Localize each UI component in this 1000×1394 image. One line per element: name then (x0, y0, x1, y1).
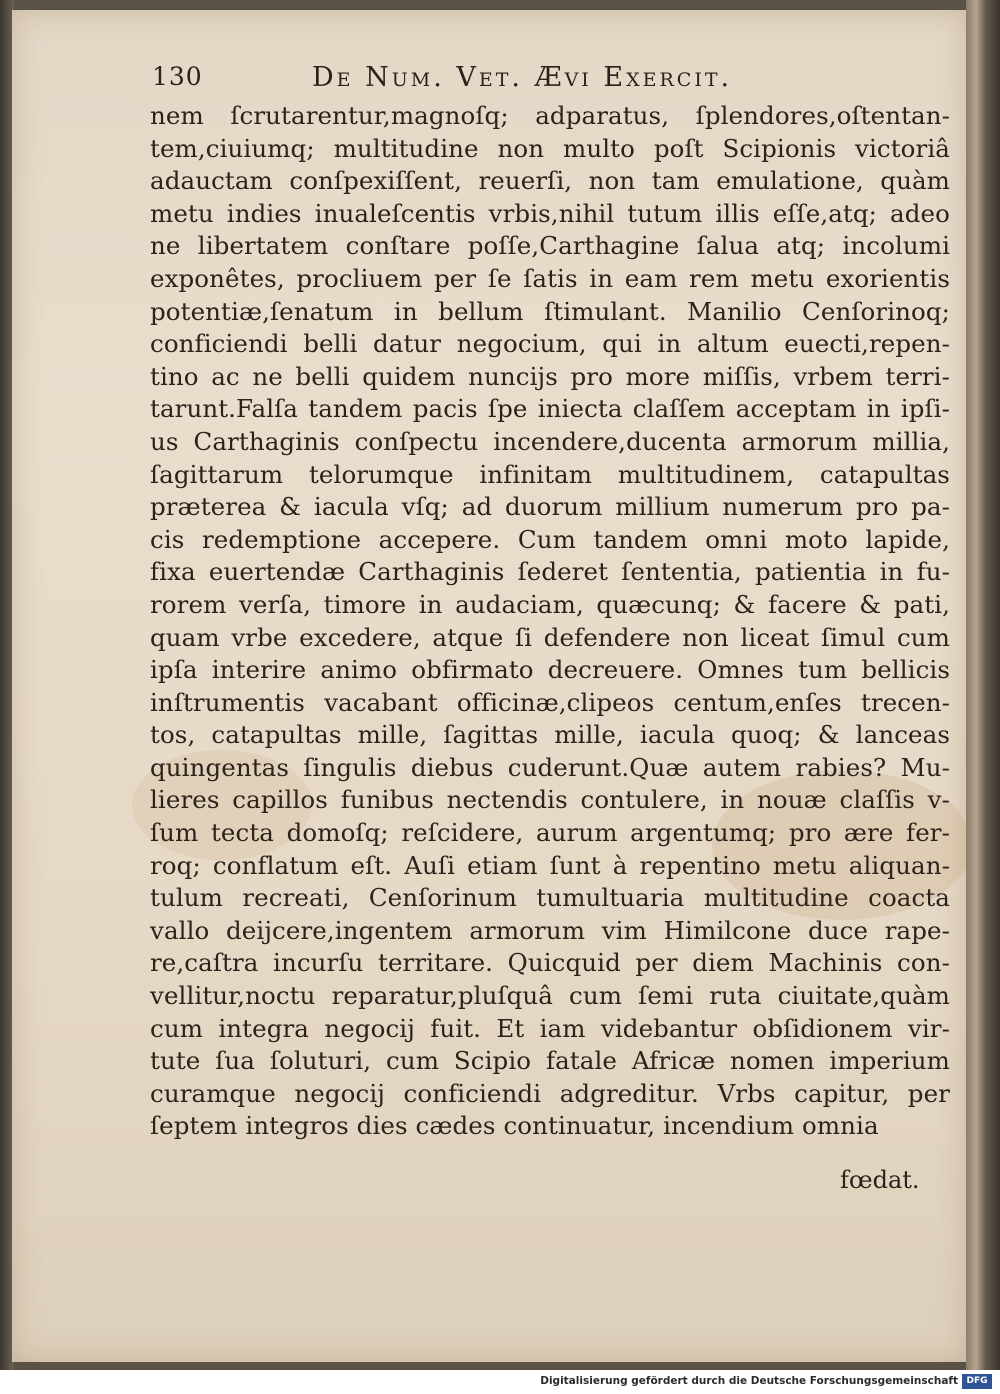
text-line: lieres capillos funibus nectendis contulere, in nouæ claſſis v- (150, 785, 950, 815)
text-line: quingentas ſingulis diebus cuderunt.Quæ autem rabies? Mu- (150, 752, 950, 782)
dfg-logo: DFG (962, 1374, 992, 1389)
text-line: adauctam conſpexiſſent, reuerſi, non tam emulatione, quàm (150, 166, 950, 196)
text-line: conficiendi belli datur negocium, qui in altum euecti,repen- (150, 329, 950, 359)
text-line: exponêtes, procliuem per ſe ſatis in eam rem metu exorientis (150, 263, 950, 293)
footer-bar (0, 1370, 1000, 1394)
text-line: potentiæ,ſenatum in bellum ſtimulant. Manilio Cenſorinoq; (150, 296, 950, 326)
text-line: vallo deijcere,ingentem armorum vim Himilcone duce rape- (150, 915, 950, 945)
page-number: 130 (152, 62, 203, 91)
text-line: tulum recreati, Cenſorinum tumultuaria multitudine coacta (150, 883, 950, 913)
text-line: inſtrumentis vacabant officinæ,clipeos centum,enſes trecen- (150, 687, 950, 717)
body-text (150, 100, 950, 1143)
text-line: ſum tecta domoſq; reſcidere, aurum argentumq; pro ære fer- (150, 818, 950, 848)
text-line: fixa euertendæ Carthaginis ſederet ſententia, patientia in fu- (150, 557, 950, 587)
text-line: re,caſtra incurſu territare. Quicquid per diem Machinis con- (150, 948, 950, 978)
page-header (152, 62, 952, 102)
running-head: De Num. Vet. Ævi Exercit. (312, 62, 733, 93)
text-line: cis redemptione accepere. Cum tandem omni moto lapide, (150, 524, 950, 554)
text-line: tarunt.Falſa tandem pacis ſpe iniecta claſſem acceptam in ipſi- (150, 394, 950, 424)
text-line: tos, catapultas mille, ſagittas mille, iacula quoq; & lanceas (150, 720, 950, 750)
catchword: fœdat. (840, 1166, 920, 1194)
text-line: cum integra negocij fuit. Et iam videbantur obſidionem vir- (150, 1013, 950, 1043)
text-line: vellitur,noctu reparatur,pluſquâ cum ſemi ruta ciuitate,quàm (150, 981, 950, 1011)
text-line: ne libertatem conſtare poſſe,Carthagine ſalua atq; incolumi (150, 231, 950, 261)
text-line: tem,ciuiumq; multitudine non multo poſt Scipionis victoriâ (150, 133, 950, 163)
text-line: quam vrbe excedere, atque ſi defendere non liceat ſimul cum (150, 622, 950, 652)
text-line: curamque negocij conficiendi adgreditur. Vrbs capitur, per (150, 1078, 950, 1108)
text-line: tino ac ne belli quidem nuncijs pro more miſſis, vrbem terri- (150, 361, 950, 391)
text-line: nem ſcrutarentur,magnoſq; adparatus, ſplendores,oſtentan- (150, 101, 950, 130)
text-line: tute ſua ſoluturi, cum Scipio fatale Africæ nomen imperium (150, 1046, 950, 1076)
page-edge-strip (966, 0, 1000, 1370)
text-line: rorem verſa, timore in audaciam, quæcunq; & facere & pati, (150, 589, 950, 619)
text-line: ipſa interire animo obfirmato decreuere. Omnes tum bellicis (150, 655, 950, 685)
text-line: ſagittarum telorumque infinitam multitudinem, catapultas (150, 459, 950, 489)
text-line: præterea & iacula vſq; ad duorum millium numerum pro pa- (150, 492, 950, 522)
funding-credit: Digitalisierung gefördert durch die Deutsche Forschungsgemeinschaft (540, 1375, 958, 1387)
text-line: roq; conflatum eſt. Auſi etiam ſunt à repentino metu aliquan- (150, 850, 950, 880)
text-line: us Carthaginis conſpectu incendere,ducenta armorum millia, (150, 426, 950, 456)
text-line: metu indies inualeſcentis vrbis,nihil tutum illis eſſe,atq; adeo (150, 198, 950, 228)
text-line: ſeptem integros dies cædes continuatur, incendium omnia (150, 1111, 879, 1141)
